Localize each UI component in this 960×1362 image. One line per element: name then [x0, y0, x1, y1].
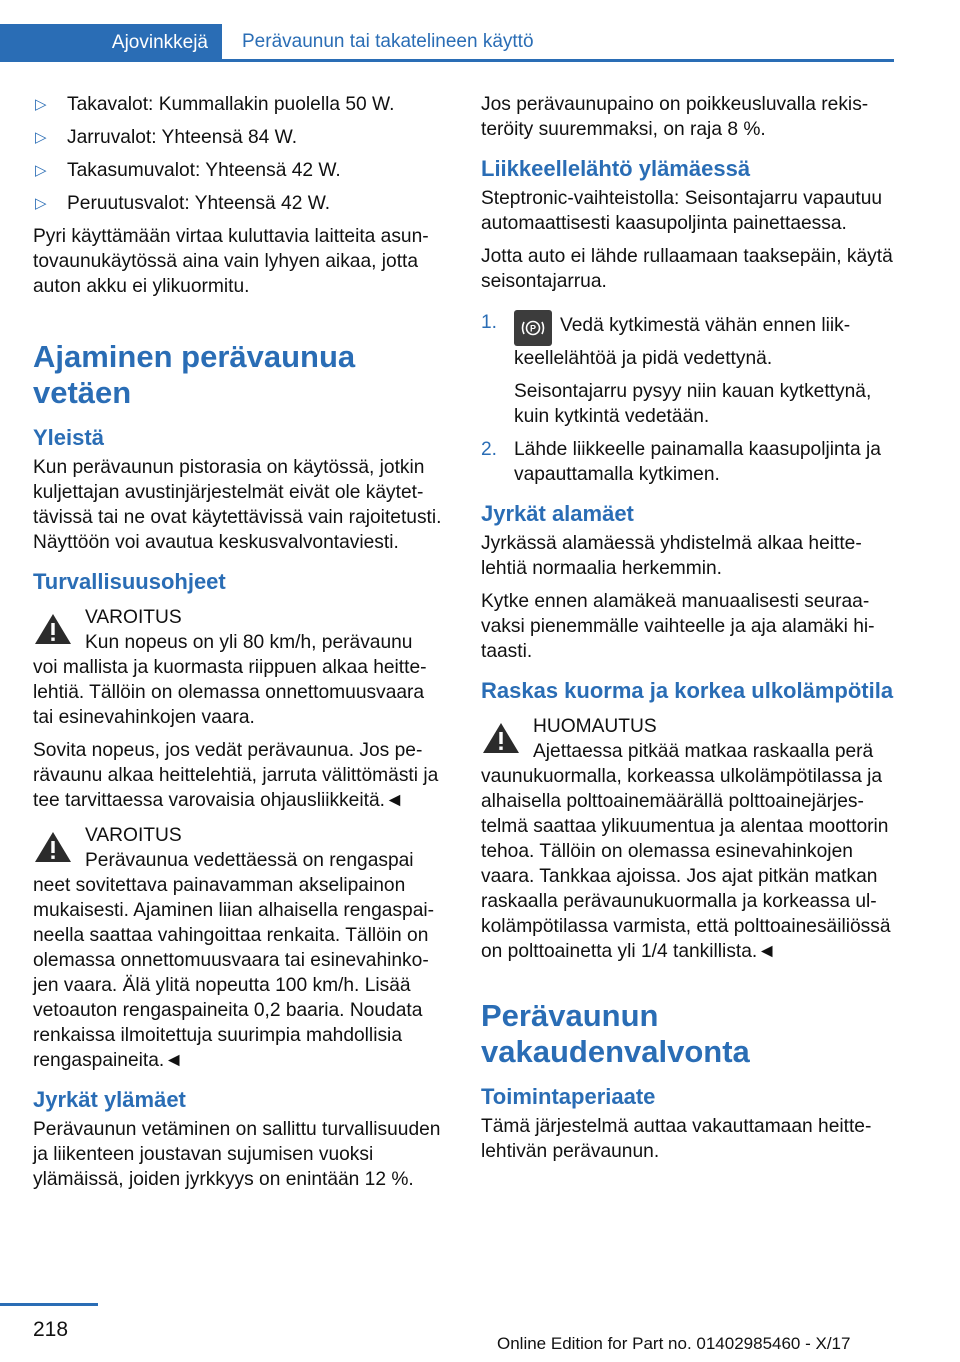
- svg-text:P: P: [529, 323, 537, 334]
- step-text: Lähde liikkeelle painamalla kaasupoljinta ja vapauttamalla kytkimen.: [514, 439, 881, 485]
- list-item: [33, 92, 445, 117]
- step-text: Vedä kytkimestä vähän ennen liikkeellelähtöä ja pidä vedettynä.: [514, 315, 851, 369]
- paragraph: Jyrkässä alamäessä yhdistelmä alkaa heittelehtiä normaalia herkemmin.: [481, 533, 862, 579]
- paragraph: Jotta auto ei lähde rullaamaan taaksepäin, käytä seisontajarrua.: [481, 246, 893, 292]
- bullet-triangle-icon: ▷: [35, 195, 47, 212]
- notice-box: [481, 714, 896, 964]
- subheading: Yleistä: [33, 425, 104, 450]
- warning-text-first: Perävaunua vedettäessä on rengaspai: [85, 850, 414, 871]
- list-item: [33, 125, 445, 150]
- notice-text-first: Ajettaessa pitkää matkaa raskaalla perä: [533, 741, 874, 762]
- section-heading: Perävaunun vakaudenvalvonta: [481, 998, 750, 1069]
- list-item-text: Takasumuvalot: Yhteensä 42 W.: [67, 160, 341, 181]
- subheading: Jyrkät ylämäet: [33, 1087, 186, 1112]
- subheading: Turvallisuusohjeet: [33, 569, 226, 594]
- warning-text: Sovita nopeus, jos vedät perävaunua. Jos perävaunu alkaa heittelehtiä, jarruta välittömästi ja tee tarvittaessa varovaisia ohjausliikkeitä.◄: [33, 740, 439, 811]
- warning-triangle-icon: [481, 720, 521, 756]
- list-item: [33, 191, 445, 216]
- right-column: [481, 92, 896, 1172]
- bullet-triangle-icon: ▷: [35, 96, 47, 113]
- warning-box: [33, 605, 445, 813]
- page-header: [0, 0, 960, 64]
- footer-rule: [0, 1303, 98, 1306]
- bullet-triangle-icon: ▷: [35, 162, 47, 179]
- section-heading: Ajaminen perävaunua vetäen: [33, 339, 356, 410]
- paragraph: Kytke ennen alamäkeä manuaalisesti seuraavaksi pienemmälle vaihteelle ja aja alamäki hitaasti.: [481, 591, 875, 662]
- warning-text: neet sovitettava painavamman akselipainon mukaisesti. Ajaminen liian alhaisella rengaspaineella saattaa vahingoittaa renkaita. Tällöin on olemassa onnettomuusvaara tai esinevahinkojen vaara. Älä ylitä nopeutta 100 km/h. Lisää vetoauton rengaspaineita 0,2 baaria. Noudata renkaissa ilmoitettuja suurimpia mahdollisia rengaspaineita.◄: [33, 875, 435, 1071]
- notice-label: HUOMAUTUS: [533, 716, 657, 737]
- warning-box: [33, 823, 445, 1073]
- list-item: [33, 158, 445, 183]
- warning-text-first: Kun nopeus on yli 80 km/h, perävaunu: [85, 632, 413, 653]
- chapter-tab[interactable]: Ajovinkkejä: [0, 24, 222, 62]
- page-number: 218: [33, 1318, 69, 1341]
- paragraph: Jos perävaunupaino on poikkeusluvalla rekisteröity suuremmaksi, on raja 8 %.: [481, 94, 869, 140]
- paragraph: Tämä järjestelmä auttaa vakauttamaan heittelehtivän perävaunun.: [481, 1116, 872, 1162]
- left-column: [33, 92, 445, 1200]
- subheading: Raskas kuorma ja korkea ulkolämpötila: [481, 678, 894, 703]
- step-note: Seisontajarru pysyy niin kauan kytkettynä, kuin kytkintä vedetään.: [514, 381, 872, 427]
- subheading: Liikkeellelähtö ylämäessä: [481, 156, 751, 181]
- list-item-text: Takavalot: Kummallakin puolella 50 W.: [67, 94, 395, 115]
- parking-brake-button-icon: [514, 310, 552, 346]
- paragraph: Pyri käyttämään virtaa kuluttavia laitteita asuntovaunukäytössä aina vain lyhyen aikaa, jotta auton akku ei ylikuormitu.: [33, 226, 429, 297]
- warning-triangle-icon: [33, 611, 73, 647]
- warning-text: voi mallista ja kuormasta riippuen alkaa heittelehtiä. Tällöin on olemassa onnettomuusvaara tai esinevahinkojen vaara.: [33, 657, 427, 728]
- step-number: 2.: [481, 439, 498, 460]
- numbered-step: [481, 437, 896, 487]
- warning-label: VAROITUS: [85, 607, 182, 628]
- paragraph: Kun perävaunun pistorasia on käytössä, jotkin kuljettajan avustinjärjestelmät eivät ole käytettävissä tai ne ovat käytettävissä vain rajoitetusti. Näyttöön voi avautua keskusvalvontaviesti.: [33, 457, 442, 553]
- list-item-text: Peruutusvalot: Yhteensä 42 W.: [67, 193, 331, 214]
- edition-note: Online Edition for Part no. 01402985460 - X/17: [497, 1334, 851, 1353]
- subheading: Jyrkät alamäet: [481, 501, 634, 526]
- warning-triangle-icon: [33, 829, 73, 865]
- subheading: Toimintaperiaate: [481, 1084, 656, 1109]
- notice-text: vaunukuormalla, korkeassa ulkolämpötilassa ja alhaisella polttoainemäärällä polttoainejärjestelmä saattaa ylikuumentua ja alentaa moottorin tehoa. Tällöin on olemassa esinevahinkojen vaara. Tankkaa ajoissa. Jos ajat pitkän matkan raskaalla perävaunukuormalla ja korkeassa ulkolämpötilassa varmista, että polttoainesäiliössä on polttoainetta yli 1/4 tankillista.◄: [481, 766, 891, 962]
- list-item-text: Jarruvalot: Yhteensä 84 W.: [67, 127, 298, 148]
- paragraph: Perävaunun vetäminen on sallittu turvallisuuden ja liikenteen joustavan sujumisen vuoksi ylämäissä, joiden jyrkkyys on enintään 12 %.: [33, 1119, 441, 1190]
- section-tab[interactable]: Perävaunun tai takatelineen käyttö: [222, 24, 894, 62]
- warning-label: VAROITUS: [85, 825, 182, 846]
- numbered-step: [481, 310, 896, 371]
- paragraph: Steptronic-vaihteistolla: Seisontajarru vapautuu automaattisesti kaasupoljinta painettaessa.: [481, 188, 883, 234]
- step-number: 1.: [481, 312, 498, 333]
- bullet-triangle-icon: ▷: [35, 129, 47, 146]
